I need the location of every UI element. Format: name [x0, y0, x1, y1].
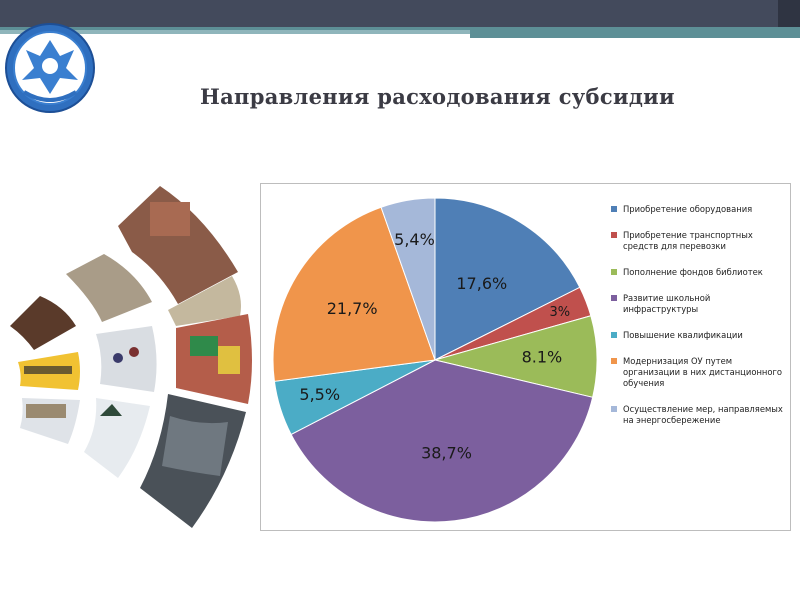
photo-collage: [0, 176, 260, 536]
legend-swatch: [611, 332, 617, 338]
slice-data-label: 8.1%: [521, 347, 563, 367]
legend-label: Повышение квалификации: [623, 330, 743, 340]
legend-item: [611, 330, 787, 341]
legend-swatch: [611, 269, 617, 275]
coat-of-arms-icon: [4, 22, 96, 114]
pie-chart: [261, 184, 601, 530]
legend-swatch: [611, 406, 617, 412]
legend-swatch: [611, 295, 617, 301]
header-decoration-bar: [0, 0, 800, 40]
classroom-photo-icon: [10, 296, 76, 350]
legend-label: Приобретение оборудования: [623, 204, 753, 214]
legend-item: [611, 404, 787, 426]
slice-data-label: 17,6%: [456, 274, 508, 294]
slice-data-label: 38,7%: [421, 443, 472, 463]
legend-item: [611, 204, 787, 215]
page-title: Направления расходования субсидии: [200, 84, 675, 109]
slice-data-label: 5,5%: [299, 384, 341, 404]
legend-label: Развитие школьной инфраструктуры: [623, 293, 711, 314]
legend-item: [611, 356, 787, 389]
school-yard-photo-icon: [66, 254, 152, 322]
legend-item: [611, 230, 787, 252]
legend-label: Приобретение транспортных средств для перевозки: [623, 230, 753, 251]
legend-swatch: [611, 358, 617, 364]
slice-data-label: 5,4%: [394, 230, 435, 250]
slice-data-label: 21,7%: [326, 299, 378, 319]
legend-item: [611, 267, 787, 278]
legend-label: Осуществление мер, направляемых на энергосбережение: [623, 404, 783, 425]
hockey-players-photo-icon: [96, 326, 157, 392]
legend-swatch: [611, 232, 617, 238]
legend-swatch: [611, 206, 617, 212]
legend-label: Пополнение фондов библиотек: [623, 267, 763, 277]
chart-legend: [611, 204, 787, 441]
slice-data-label: 3%: [549, 305, 571, 321]
library-books-photo-icon: [176, 314, 252, 404]
legend-item: [611, 293, 787, 315]
legend-label: Модернизация ОУ путем организации в них дистанционного обучения: [623, 356, 783, 388]
chart-panel: [260, 183, 791, 531]
